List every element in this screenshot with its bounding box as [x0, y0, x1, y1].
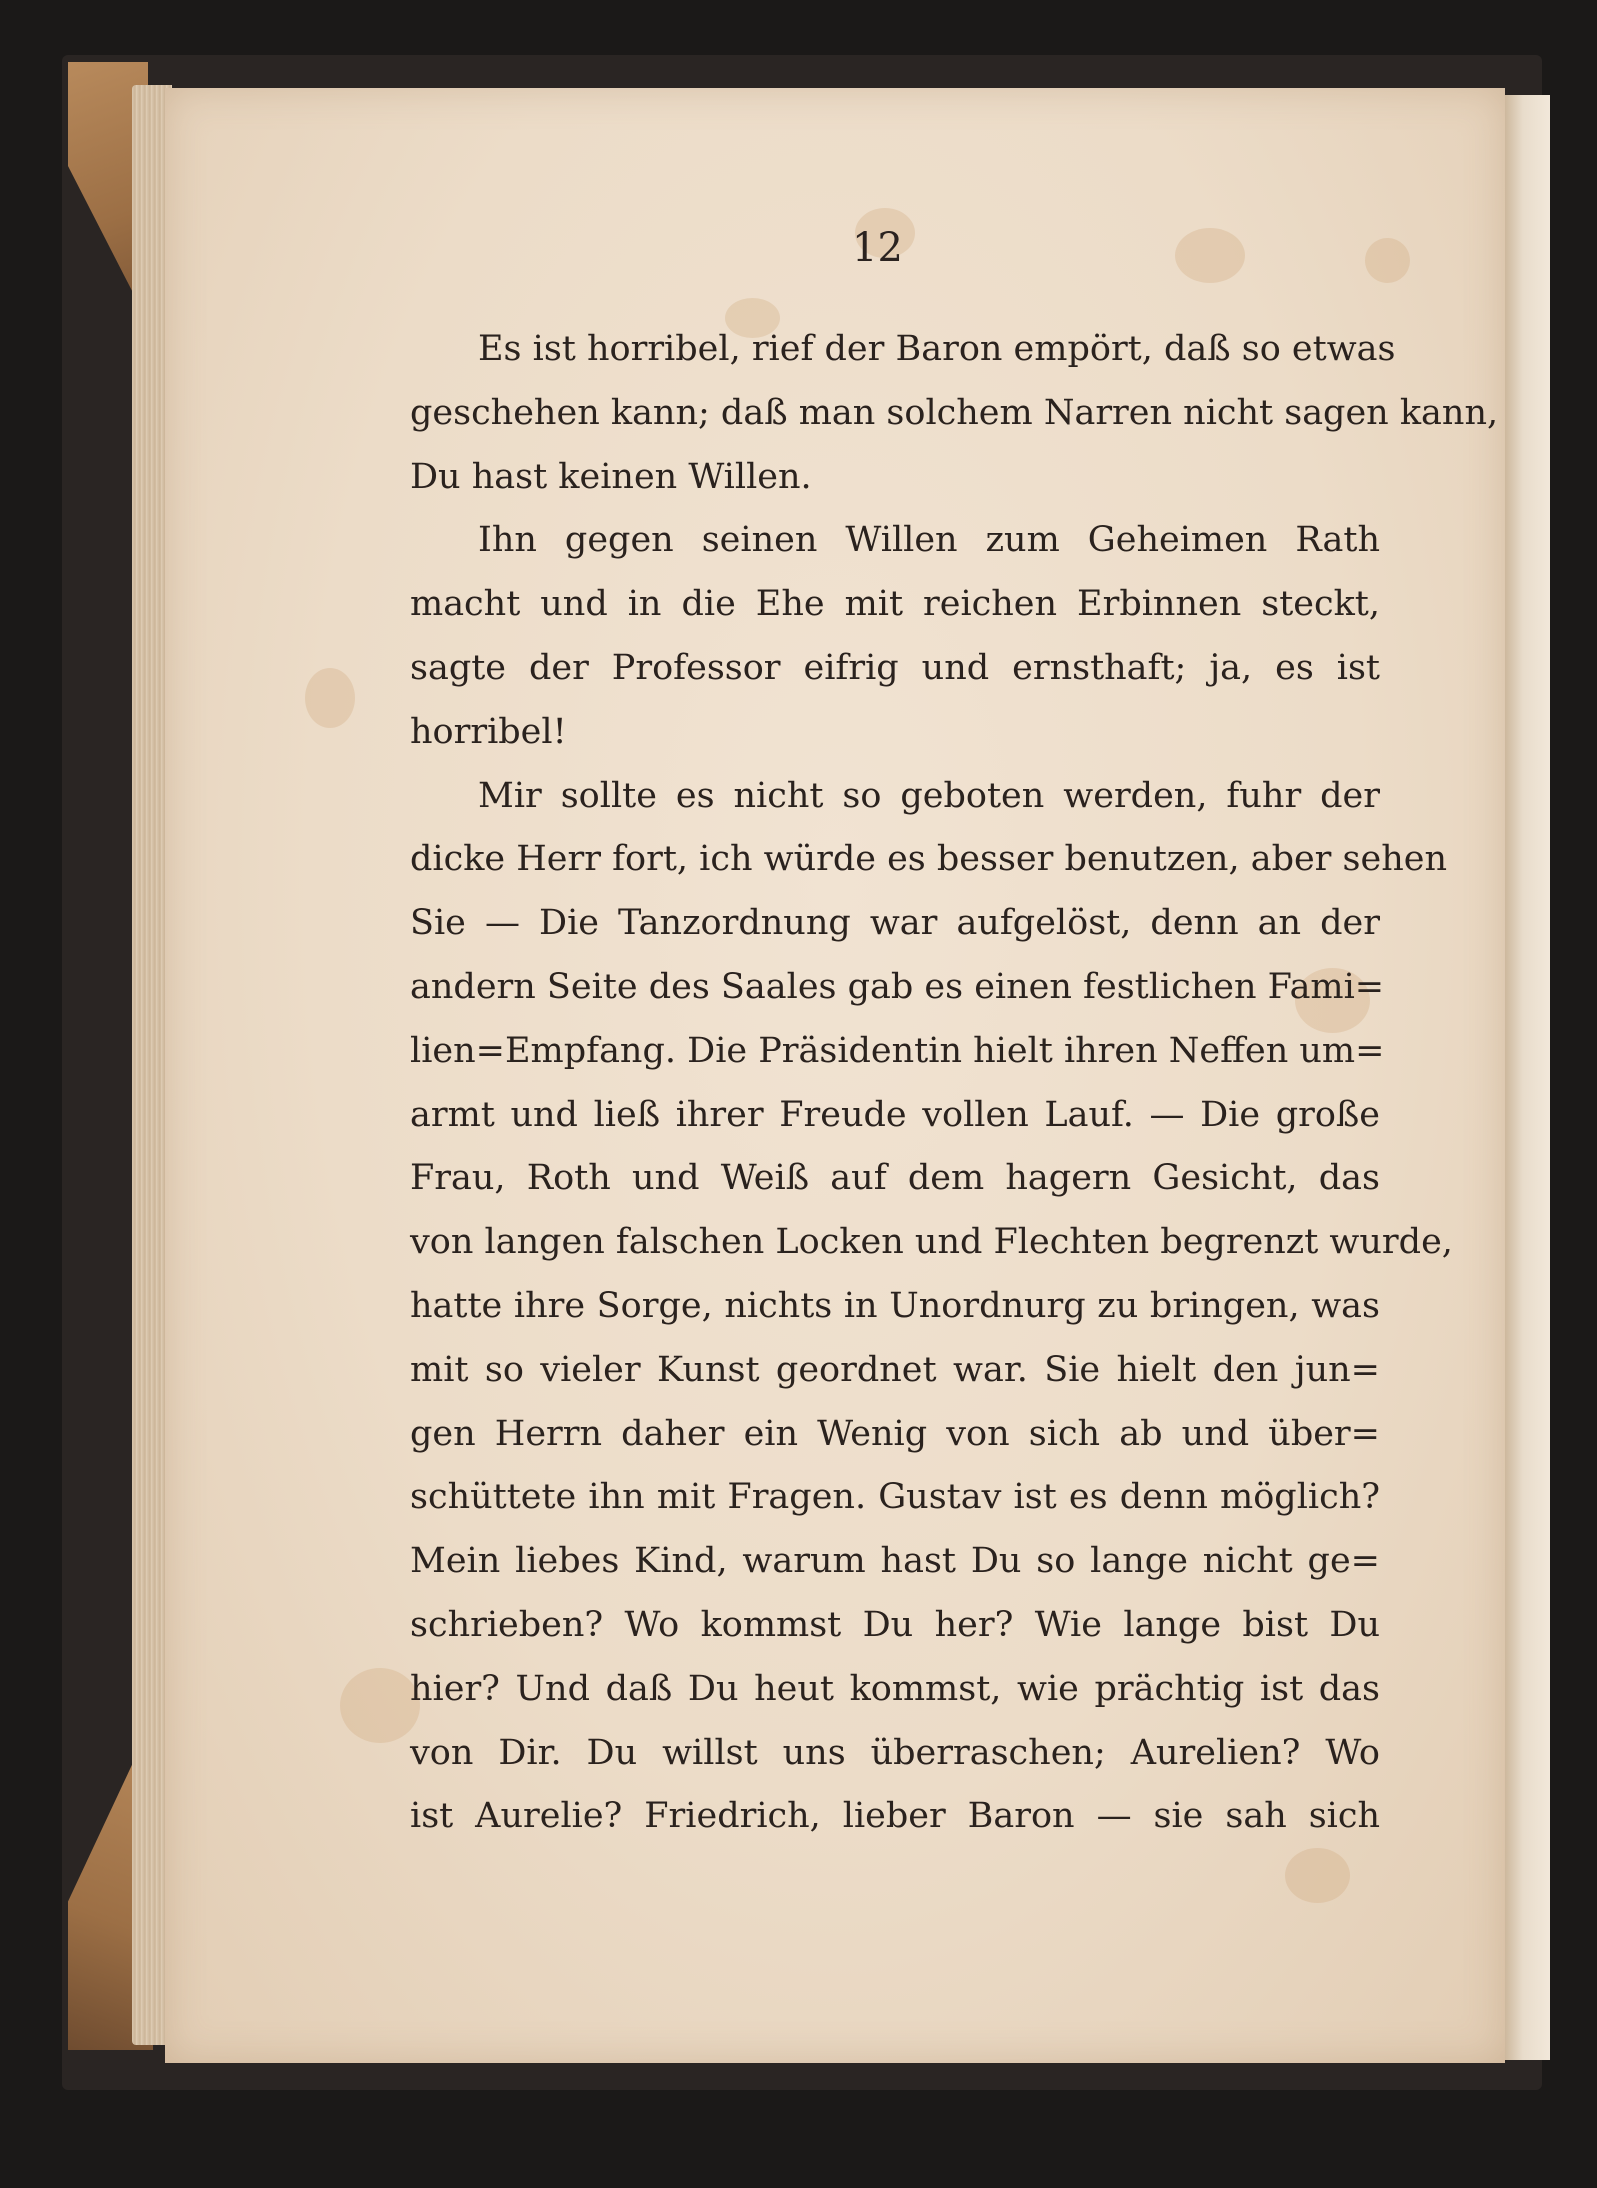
- page-number: 12: [852, 225, 903, 271]
- text-line: gen Herrn daher ein Wenig von sich ab und über=: [410, 1413, 1380, 1454]
- text-line: schüttete ihn mit Fragen. Gustav ist es denn möglich?: [410, 1477, 1380, 1518]
- text-line: horribel!: [410, 711, 567, 752]
- foxing-spot: [1285, 1848, 1350, 1903]
- text-line: von langen falschen Locken und Flechten begrenzt wurde,: [410, 1222, 1453, 1263]
- text-line: sagte der Professor eifrig und ernsthaft; ja, es ist: [410, 647, 1380, 688]
- text-line: hatte ihre Sorge, nichts in Unordnurg zu bringen, was: [410, 1285, 1380, 1326]
- text-line: macht und in die Ehe mit reichen Erbinnen steckt,: [410, 584, 1380, 625]
- text-line: Ihn gegen seinen Willen zum Geheimen Rath: [478, 520, 1380, 561]
- text-line: hier? Und daß Du heut kommst, wie prächtig ist das: [410, 1668, 1380, 1709]
- text-line: von Dir. Du willst uns überraschen; Aurelien? Wo: [410, 1732, 1380, 1773]
- facing-page-edge: [1505, 95, 1550, 2060]
- text-line: andern Seite des Saales gab es einen festlichen Fami=: [410, 966, 1385, 1007]
- text-line: Mir sollte es nicht so geboten werden, fuhr der: [478, 775, 1380, 816]
- text-line: lien=Empfang. Die Präsidentin hielt ihren Neffen um=: [410, 1030, 1385, 1071]
- text-line: Du hast keinen Willen.: [410, 456, 812, 497]
- text-line: dicke Herr fort, ich würde es besser benutzen, aber sehen: [410, 839, 1448, 880]
- text-line: Mein liebes Kind, warum hast Du so lange nicht ge=: [410, 1541, 1380, 1582]
- text-line: mit so vieler Kunst geordnet war. Sie hielt den jun=: [410, 1349, 1380, 1390]
- text-line: Frau, Roth und Weiß auf dem hagern Gesicht, das: [410, 1158, 1380, 1199]
- foxing-spot: [340, 1668, 420, 1743]
- text-line: Sie — Die Tanzordnung war aufgelöst, denn an der: [410, 903, 1380, 944]
- text-line: geschehen kann; daß man solchem Narren nicht sagen kann,: [410, 392, 1499, 433]
- text-line: armt und ließ ihrer Freude vollen Lauf. — Die große: [410, 1094, 1380, 1135]
- text-line: Es ist horribel, rief der Baron empört, daß so etwas: [478, 329, 1396, 369]
- foxing-spot: [305, 668, 355, 728]
- text-line: ist Aurelie? Friedrich, lieber Baron — sie sah sich: [410, 1796, 1380, 1837]
- text-line: schrieben? Wo kommst Du her? Wie lange bist Du: [410, 1604, 1380, 1645]
- body-text: [410, 318, 1499, 1849]
